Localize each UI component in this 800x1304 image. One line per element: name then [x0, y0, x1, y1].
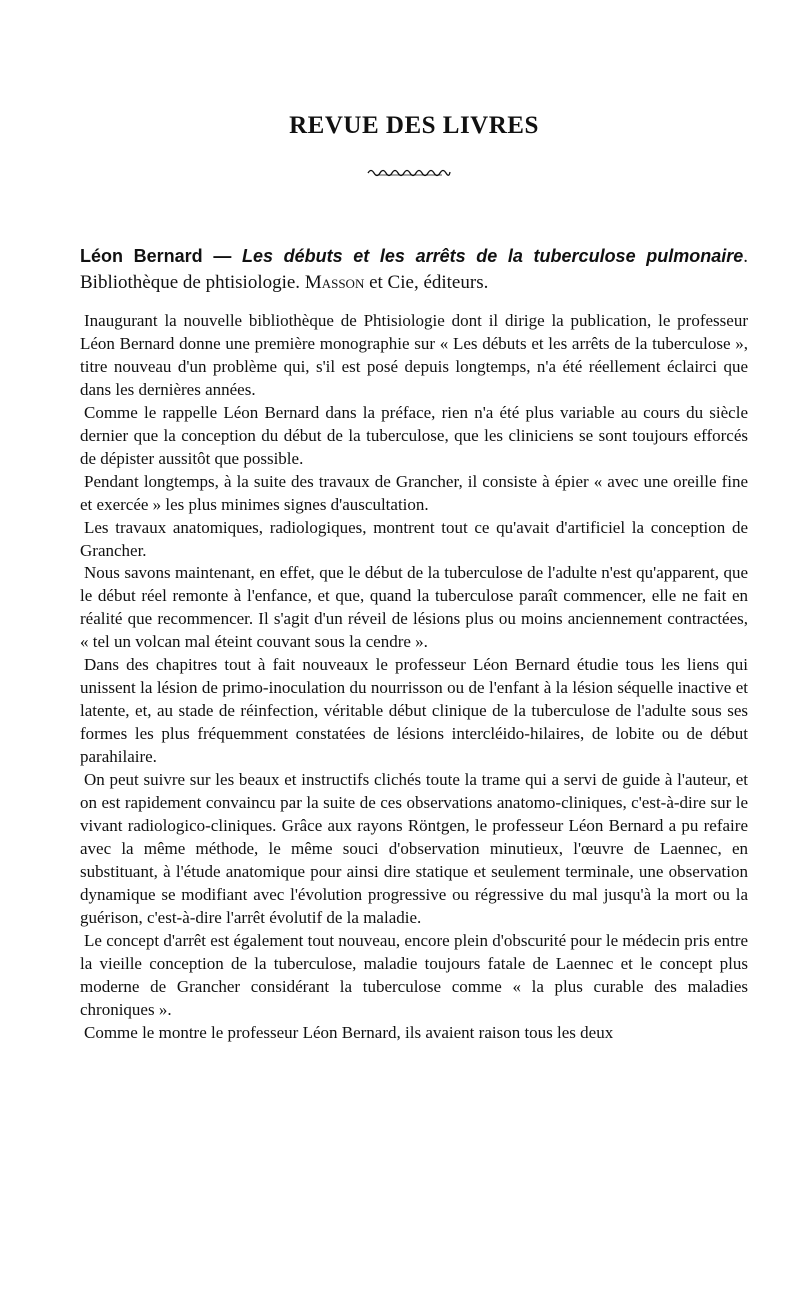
- paragraph: Pendant longtemps, à la suite des travaux de Grancher, il consiste à épier « avec une oreille fine et exercée » les plus minimes signes d'auscultation.: [80, 471, 748, 514]
- publisher-name: Masson: [304, 272, 365, 293]
- paragraph: On peut suivre sur les beaux et instructifs clichés toute la trame qui a servi de guide à l'auteur, et on est rapidement convaincu par la suite de ces observations anatomo-cliniques, c'est-à-dire sur le vivant radiologico-cliniques. Grâce aux rayons Röntgen, le professeur Léon Bernard a pu refaire avec la même méthode, le même souci d'observation minutieux, l'œuvre de Laennec, en substituant, à l'étude anatomique pour ainsi dire statique et seulement terminale, une observation dynamique se modifiant avec l'évolution progressive ou régressive du mal jusqu'à la mort ou la guérison, c'est-à-dire l'arrêt évolutif de la maladie.: [80, 770, 748, 927]
- paragraph: Dans des chapitres tout à fait nouveaux le professeur Léon Bernard étudie tous les liens qui unissent la lésion de primo-inoculation du nourrisson ou de l'enfant à la lésion séquelle inactive et latente, et, au stade de réinfection, véritable début clinique de la tuberculose de l'adulte sous ses formes les plus fréquemment constatées de lésions intercléido-hilaires, de lobite ou de début parahilaire.: [80, 655, 748, 767]
- book-title: Les débuts et les arrêts de la tuberculose pulmonaire: [241, 246, 744, 266]
- paragraph: Comme le rappelle Léon Bernard dans la préface, rien n'a été plus variable au cours du siècle dernier que la conception du début de la tuberculose, que les cliniciens se sont toujours efforcés de dépister aussitôt que possible.: [80, 402, 748, 468]
- paragraph: Les travaux anatomiques, radiologiques, montrent tout ce qu'avait d'artificiel la conception de Grancher.: [80, 517, 748, 560]
- paragraph: Inaugurant la nouvelle bibliothèque de Phtisiologie dont il dirige la publication, le professeur Léon Bernard donne une première monographie sur « Les débuts et les arrêts de la tuberculose », titre nouveau d'un problème qui, s'il est posé depuis longtemps, n'a été réellement éclairci que dans les dernières années.: [80, 311, 748, 399]
- review-body: [80, 310, 748, 1045]
- decorative-ornament: [366, 164, 452, 178]
- paragraph: Nous savons maintenant, en effet, que le début de la tuberculose de l'adulte n'est qu'apparent, que le début réel remonte à l'enfance, et que, quand la tuberculose paraît commencer, elle ne fait en réalité que recommencer. Il s'agit d'un réveil de lésions plus ou moins anciennement contractées, « tel un volcan mal éteint couvant sous la cendre ».: [80, 563, 748, 652]
- paragraph: Le concept d'arrêt est également tout nouveau, encore plein d'obscurité pour le médecin pris entre la vieille conception de la tuberculose, maladie toujours fatale de Laennec et le concept plus moderne de Grancher considérant la tuberculose comme « la plus curable des maladies chroniques ».: [80, 930, 748, 1019]
- publisher-suffix: et Cie, éditeurs.: [364, 272, 489, 293]
- paragraph: Comme le montre le professeur Léon Bernard, ils avaient raison tous les deux: [84, 1022, 614, 1042]
- document-page: [80, 0, 748, 1304]
- header-dash: —: [202, 246, 242, 266]
- book-series: . Bibliothèque de phtisiologie.: [80, 246, 748, 293]
- review-author: Léon Bernard: [80, 246, 203, 266]
- page-title: REVUE DES LIVRES: [289, 112, 539, 139]
- review-header: [80, 243, 748, 296]
